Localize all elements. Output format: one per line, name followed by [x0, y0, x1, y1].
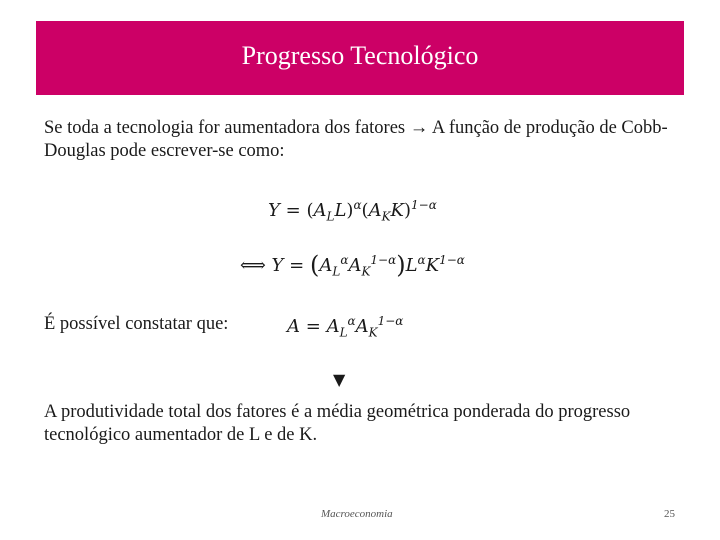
intro-paragraph: Se toda a tecnologia for aumentadora dos fatores → A função de produção de Cobb-Douglas pode escrever-se como: — [44, 118, 668, 161]
eq1-rparen2: ) — [404, 200, 412, 221]
eq1-y: Y — [268, 200, 280, 221]
eq1-exponent: 1−α — [411, 198, 437, 212]
eq1-alpha: α — [353, 198, 362, 212]
eq2-exponent1: 1−α — [370, 253, 397, 267]
eq3-a: A — [287, 316, 300, 337]
eq3-alpha: α — [347, 314, 356, 328]
eq2-k: K — [425, 255, 440, 276]
eq2-exponent2: 1−α — [439, 253, 465, 267]
eq2-l: L — [405, 255, 418, 276]
eq3-a1: A — [326, 316, 340, 337]
conclusion-paragraph: A produtividade total dos fatores é a média geométrica ponderada do progresso tecnológico aumentador de L e de K. — [44, 402, 631, 445]
equation-rearranged — [240, 251, 465, 279]
eq2-rparen: ) — [396, 251, 406, 279]
equation-tfp — [287, 314, 403, 340]
footer-course: Macroeconomia — [321, 508, 393, 520]
eq2-alpha2: α — [417, 253, 426, 267]
eq3-a2: A — [355, 316, 369, 337]
eq3-l-sub: L — [339, 325, 348, 340]
eq2-k-sub: K — [361, 264, 371, 279]
eq2-l-sub: L — [332, 264, 341, 279]
eq3-exponent: 1−α — [377, 314, 404, 328]
eq1-lparen2: ( — [361, 200, 369, 221]
eq2-a: A — [319, 255, 333, 276]
eq1-k-sub: K — [381, 209, 391, 224]
eq1-rparen1: ) — [346, 200, 354, 221]
eq1-a2: A — [368, 200, 382, 221]
eq1-k: K — [390, 200, 404, 221]
eq1-equals: = — [285, 200, 301, 221]
down-triangle-icon: ▼ — [333, 370, 346, 389]
eq2-alpha: α — [340, 253, 349, 267]
eq1-lparen1: ( — [306, 200, 314, 221]
eq2-equals: = — [289, 255, 305, 276]
eq1-l: L — [334, 200, 347, 221]
equation-cobb-douglas — [268, 198, 437, 224]
eq3-equals: = — [305, 316, 321, 337]
eq1-a: A — [313, 200, 327, 221]
title-bar — [36, 21, 684, 95]
slide-title: Progresso Tecnológico — [241, 41, 479, 70]
page-number: 25 — [664, 508, 675, 520]
eq2-y: Y — [271, 255, 284, 276]
eq2-iff: ⟺ — [240, 255, 266, 276]
observation-label: É possível constatar que: — [44, 314, 229, 334]
eq2-lparen: ( — [310, 251, 320, 279]
eq1-l-sub: L — [326, 209, 335, 224]
eq2-a2: A — [348, 255, 362, 276]
eq3-k-sub: K — [368, 325, 378, 340]
